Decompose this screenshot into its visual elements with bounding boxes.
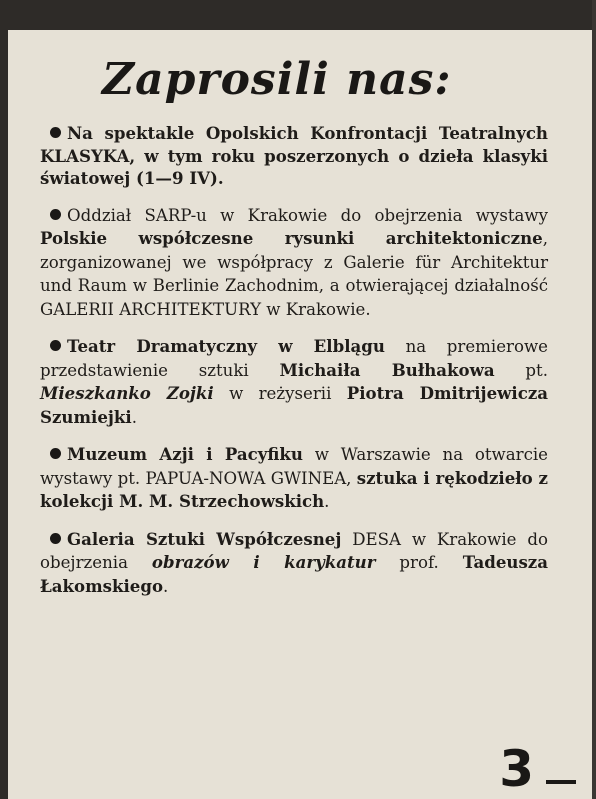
left-dark-border [0,0,8,799]
entry-text-part: w Warszawie na otwarcie wystawy pt. PAPUA-NOWA GWINEA, [40,445,548,488]
entry-text-part: . [131,407,137,427]
entry-text-part: Michaiła Bułhakowa [279,359,495,380]
page-number-dash [546,780,576,784]
entry-text-part: Tadeusza Łakomskiego [40,552,548,596]
entry-text-part: . [324,492,330,512]
entry-text-part: DESA w Krakowie do obejrzenia [40,529,548,573]
entry-text-part: Opolskich Konfrontacji Teatralnych [205,123,549,144]
top-dark-border [0,0,596,30]
entry-text-part: sztuka i rękodzieło z kolekcji M. M. Strzechowskich [40,467,548,512]
entry-text-part: . [163,576,169,596]
right-page-edge [592,0,596,799]
entry-text-part: prof. [375,553,463,573]
entry-text-part: Na spektakle [67,123,206,144]
entry-text-part: Muzeum Azji i Pacyfiku [67,444,303,465]
page-number: 3 [499,740,534,798]
article-content [40,56,548,612]
bullet-icon [50,533,61,544]
bullet-icon [50,448,61,459]
entry-text-part: pt. [494,360,549,380]
entry-text-part: w reżyserii [213,384,347,404]
entry-text-part: KLASYKA, w tym roku poszerzonych o dzieła klasyki światowej (1—9 IV). [40,145,548,189]
article-title: Zaprosili nas: [102,54,452,105]
entry-text-part: , zorganizowanej we współpracy z Galerie für Architektur und Raum w Berlinie Zachodnim, a otwierającej działalność GALERII ARCHITEKTURY w Krakowie. [40,229,548,319]
bullet-icon [50,127,61,138]
entry-text-part: na premierowe przedstawienie sztuki [40,337,548,380]
invitation-entry [40,335,548,429]
invitation-entry [40,204,548,322]
entry-text-part: Piotra Dmitrijewicza Szumiejki [40,383,548,427]
bullet-icon [50,340,61,351]
entry-text-part: Teatr Dramatyczny w Elblągu [67,336,385,357]
entry-text-part: Galeria Sztuki Współczesnej [67,528,342,549]
entry-text-part: Mieszkanko Zojki [40,383,214,404]
invitation-entry [40,528,548,599]
entry-text-part: Oddział SARP-u w Krakowie do obejrzenia wystawy [67,205,548,225]
entry-text-part: obrazów i karykatur [151,552,376,573]
invitation-entry [40,122,548,190]
bullet-icon [50,209,61,220]
entry-text-part: Polskie współczesne rysunki architektoniczne [40,228,543,249]
invitation-entry [40,443,548,514]
